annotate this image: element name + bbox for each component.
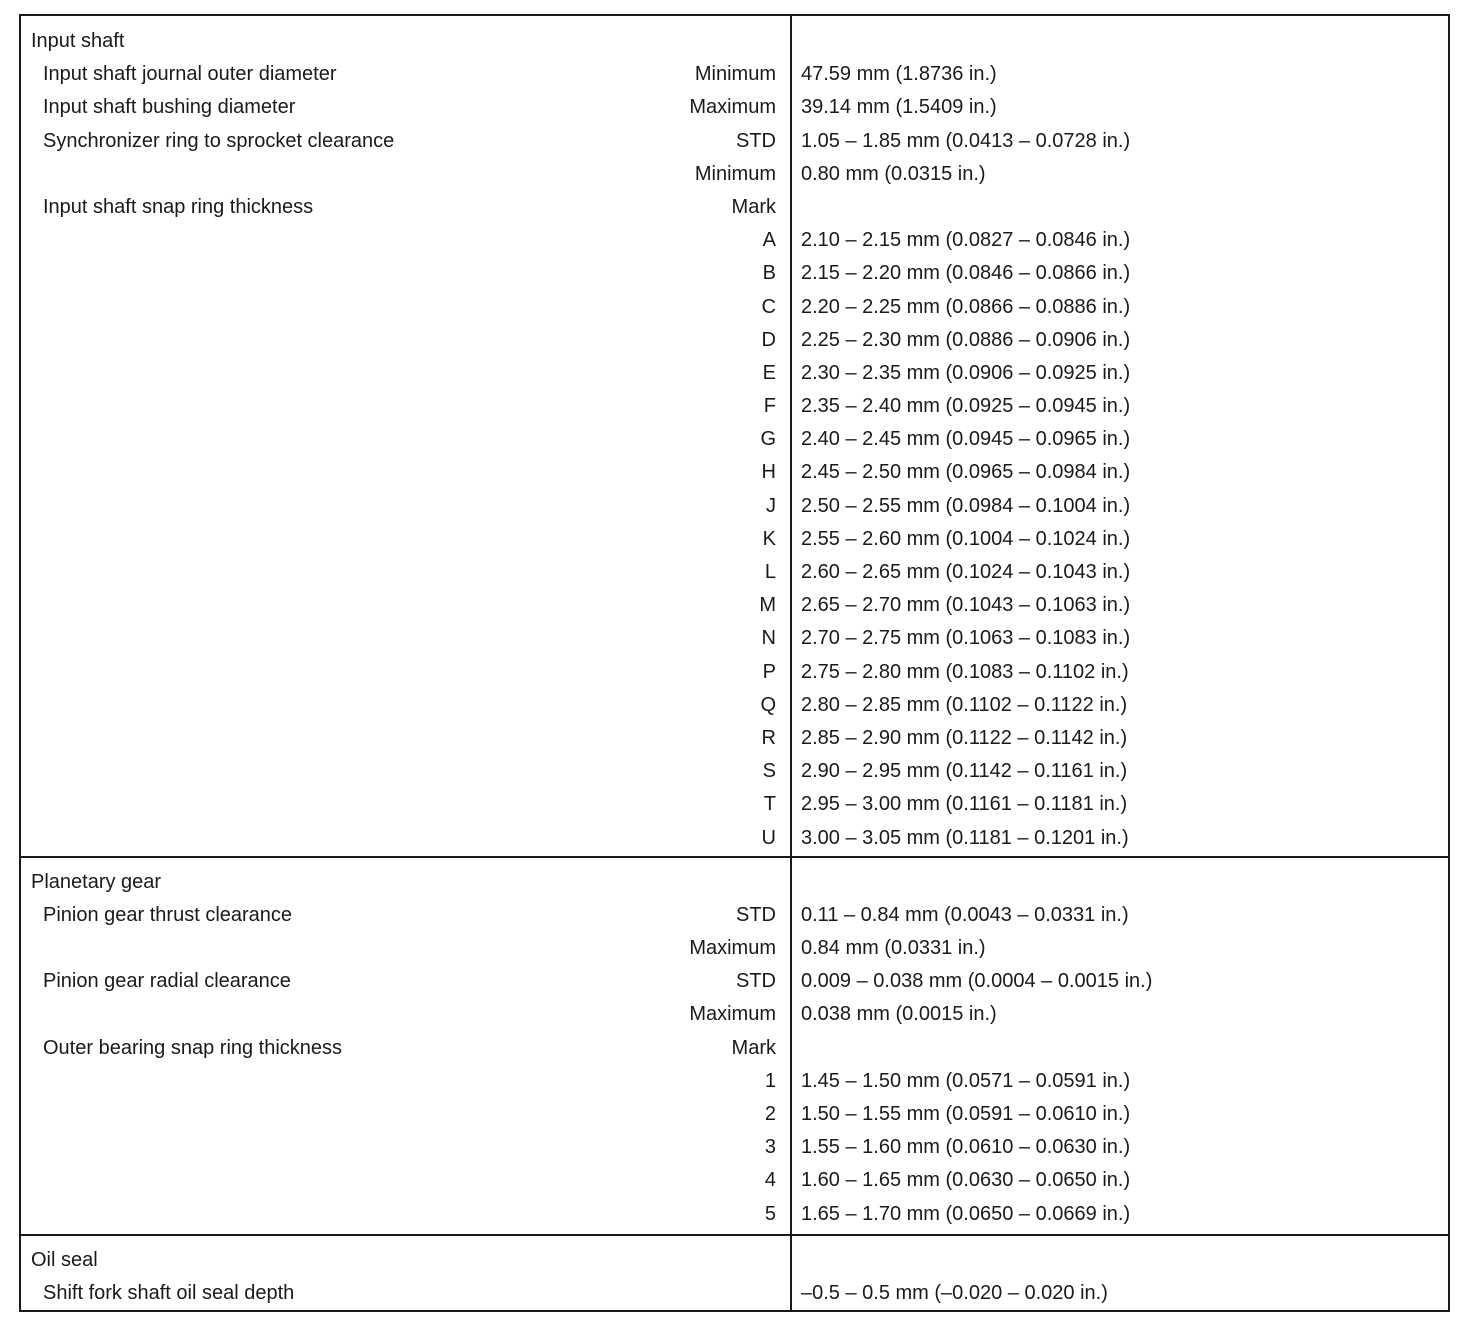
spec-qualifier: K (762, 527, 776, 550)
table-row (21, 656, 1448, 689)
spec-value: 0.84 mm (0.0331 in.) (801, 937, 986, 960)
spec-value: 1.45 – 1.50 mm (0.0571 – 0.0591 in.) (801, 1069, 1131, 1092)
spec-value: 0.80 mm (0.0315 in.) (801, 162, 986, 185)
spec-value: 2.70 – 2.75 mm (0.1063 – 0.1083 in.) (801, 627, 1131, 650)
spec-value: 2.40 – 2.45 mm (0.0945 – 0.0965 in.) (801, 428, 1131, 451)
spec-item-label: Input shaft snap ring thickness (43, 195, 314, 218)
table-row (21, 291, 1448, 324)
table-row (21, 523, 1448, 556)
spec-qualifier: Minimum (694, 162, 776, 185)
table-row (21, 1065, 1448, 1098)
spec-qualifier: STD (736, 129, 776, 152)
spec-qualifier: G (760, 428, 776, 451)
table-row (21, 324, 1448, 357)
table-row (21, 158, 1448, 191)
spec-qualifier: S (762, 760, 776, 783)
spec-qualifier: F (763, 395, 776, 418)
spec-qualifier: H (761, 461, 776, 484)
section-heading-row (21, 1244, 1448, 1277)
spec-value: 0.038 mm (0.0015 in.) (801, 1003, 997, 1026)
table-row (21, 423, 1448, 456)
spec-value: 2.50 – 2.55 mm (0.0984 – 0.1004 in.) (801, 494, 1131, 517)
spec-qualifier: D (761, 328, 776, 351)
spec-qualifier: STD (736, 903, 776, 926)
spec-value: 2.30 – 2.35 mm (0.0906 – 0.0925 in.) (801, 361, 1131, 384)
spec-value: 2.25 – 2.30 mm (0.0886 – 0.0906 in.) (801, 328, 1131, 351)
spec-qualifier: 4 (764, 1169, 776, 1192)
table-row (21, 932, 1448, 965)
spec-value: 2.45 – 2.50 mm (0.0965 – 0.0984 in.) (801, 461, 1131, 484)
table-row (21, 1032, 1448, 1065)
spec-qualifier: E (762, 361, 776, 384)
spec-value: 3.00 – 3.05 mm (0.1181 – 0.1201 in.) (801, 826, 1129, 849)
spec-qualifier: Mark (731, 1036, 776, 1059)
spec-value: 2.55 – 2.60 mm (0.1004 – 0.1024 in.) (801, 527, 1131, 550)
spec-item-label: Pinion gear radial clearance (43, 970, 291, 993)
spec-qualifier: N (761, 627, 776, 650)
spec-item-label: Shift fork shaft oil seal depth (43, 1281, 295, 1304)
spec-value: 2.35 – 2.40 mm (0.0925 – 0.0945 in.) (801, 395, 1131, 418)
spec-qualifier: Maximum (689, 937, 776, 960)
spec-qualifier: B (762, 262, 776, 285)
section-input-shaft (21, 16, 1448, 856)
spec-qualifier: STD (736, 970, 776, 993)
table-row (21, 357, 1448, 390)
table-row (21, 622, 1448, 655)
spec-qualifier: T (763, 793, 776, 816)
spec-qualifier: R (761, 726, 776, 749)
spec-value: 1.65 – 1.70 mm (0.0650 – 0.0669 in.) (801, 1202, 1131, 1225)
spec-value: 0.11 – 0.84 mm (0.0043 – 0.0331 in.) (801, 903, 1129, 926)
spec-qualifier: 1 (764, 1069, 776, 1092)
spec-qualifier: Mark (731, 195, 776, 218)
spec-qualifier: L (764, 561, 776, 583)
section-planetary-gear (21, 856, 1448, 1234)
spec-qualifier: 3 (764, 1136, 776, 1159)
table-row (21, 689, 1448, 722)
spec-value: 1.05 – 1.85 mm (0.0413 – 0.0728 in.) (801, 129, 1131, 152)
section-title: Oil seal (31, 1248, 98, 1271)
spec-qualifier: Maximum (689, 1003, 776, 1026)
table-row (21, 191, 1448, 224)
table-row (21, 822, 1448, 855)
spec-value: 2.90 – 2.95 mm (0.1142 – 0.1161 in.) (801, 760, 1128, 783)
table-row (21, 589, 1448, 622)
table-row (21, 125, 1448, 158)
table-row (21, 490, 1448, 523)
spec-qualifier: M (759, 594, 776, 617)
section-heading-row (21, 866, 1448, 899)
table-row (21, 257, 1448, 290)
table-row (21, 722, 1448, 755)
spec-qualifier: 5 (764, 1202, 776, 1225)
table-row (21, 1098, 1448, 1131)
spec-value: 2.65 – 2.70 mm (0.1043 – 0.1063 in.) (801, 594, 1131, 617)
table-row (21, 998, 1448, 1031)
spec-item-label: Synchronizer ring to sprocket clearance (43, 129, 395, 152)
spec-item-label: Outer bearing snap ring thickness (43, 1036, 343, 1059)
spec-value: 1.55 – 1.60 mm (0.0610 – 0.0630 in.) (801, 1136, 1131, 1159)
table-row (21, 1164, 1448, 1197)
spec-value: 2.60 – 2.65 mm (0.1024 – 0.1043 in.) (801, 561, 1131, 583)
spec-qualifier: 2 (764, 1103, 776, 1125)
spec-value: 2.15 – 2.20 mm (0.0846 – 0.0866 in.) (801, 262, 1131, 285)
table-row (21, 899, 1448, 932)
spec-value: 39.14 mm (1.5409 in.) (801, 96, 997, 119)
spec-value: 47.59 mm (1.8736 in.) (801, 63, 997, 86)
table-row (21, 788, 1448, 821)
spec-value: 2.10 – 2.15 mm (0.0827 – 0.0846 in.) (801, 229, 1131, 252)
spec-qualifier: J (766, 494, 776, 517)
table-row (21, 91, 1448, 124)
table-row (21, 965, 1448, 998)
table-row (21, 1277, 1448, 1310)
table-row (21, 1198, 1448, 1231)
spec-qualifier: A (762, 229, 776, 252)
spec-item-label: Input shaft journal outer diameter (43, 63, 337, 86)
spec-qualifier: U (761, 826, 776, 849)
section-heading-row (21, 25, 1448, 58)
spec-table (19, 14, 1450, 1312)
spec-value: 2.85 – 2.90 mm (0.1122 – 0.1142 in.) (801, 726, 1128, 749)
spec-value: 1.60 – 1.65 mm (0.0630 – 0.0650 in.) (801, 1169, 1131, 1192)
table-row (21, 58, 1448, 91)
section-title: Input shaft (31, 30, 125, 52)
spec-item-label: Input shaft bushing diameter (43, 96, 296, 119)
spec-item-label: Pinion gear thrust clearance (43, 903, 293, 926)
table-row (21, 224, 1448, 257)
spec-qualifier: C (761, 295, 776, 318)
table-row (21, 1131, 1448, 1164)
table-row (21, 556, 1448, 589)
table-row (21, 390, 1448, 423)
spec-qualifier: Q (760, 693, 776, 716)
spec-value: 2.80 – 2.85 mm (0.1102 – 0.1122 in.) (801, 693, 1128, 716)
spec-value: –0.5 – 0.5 mm (–0.020 – 0.020 in.) (801, 1281, 1108, 1304)
spec-value: 1.50 – 1.55 mm (0.0591 – 0.0610 in.) (801, 1103, 1131, 1125)
spec-value: 2.95 – 3.00 mm (0.1161 – 0.1181 in.) (801, 793, 1128, 816)
spec-qualifier: Minimum (694, 63, 776, 86)
spec-qualifier: P (762, 660, 776, 683)
table-row (21, 456, 1448, 489)
spec-value: 2.20 – 2.25 mm (0.0866 – 0.0886 in.) (801, 295, 1131, 318)
section-oil-seal (21, 1234, 1448, 1310)
table-row (21, 755, 1448, 788)
spec-value: 2.75 – 2.80 mm (0.1083 – 0.1102 in.) (801, 660, 1129, 683)
section-title: Planetary gear (31, 870, 162, 893)
spec-qualifier: Maximum (689, 96, 776, 119)
spec-value: 0.009 – 0.038 mm (0.0004 – 0.0015 in.) (801, 970, 1153, 993)
